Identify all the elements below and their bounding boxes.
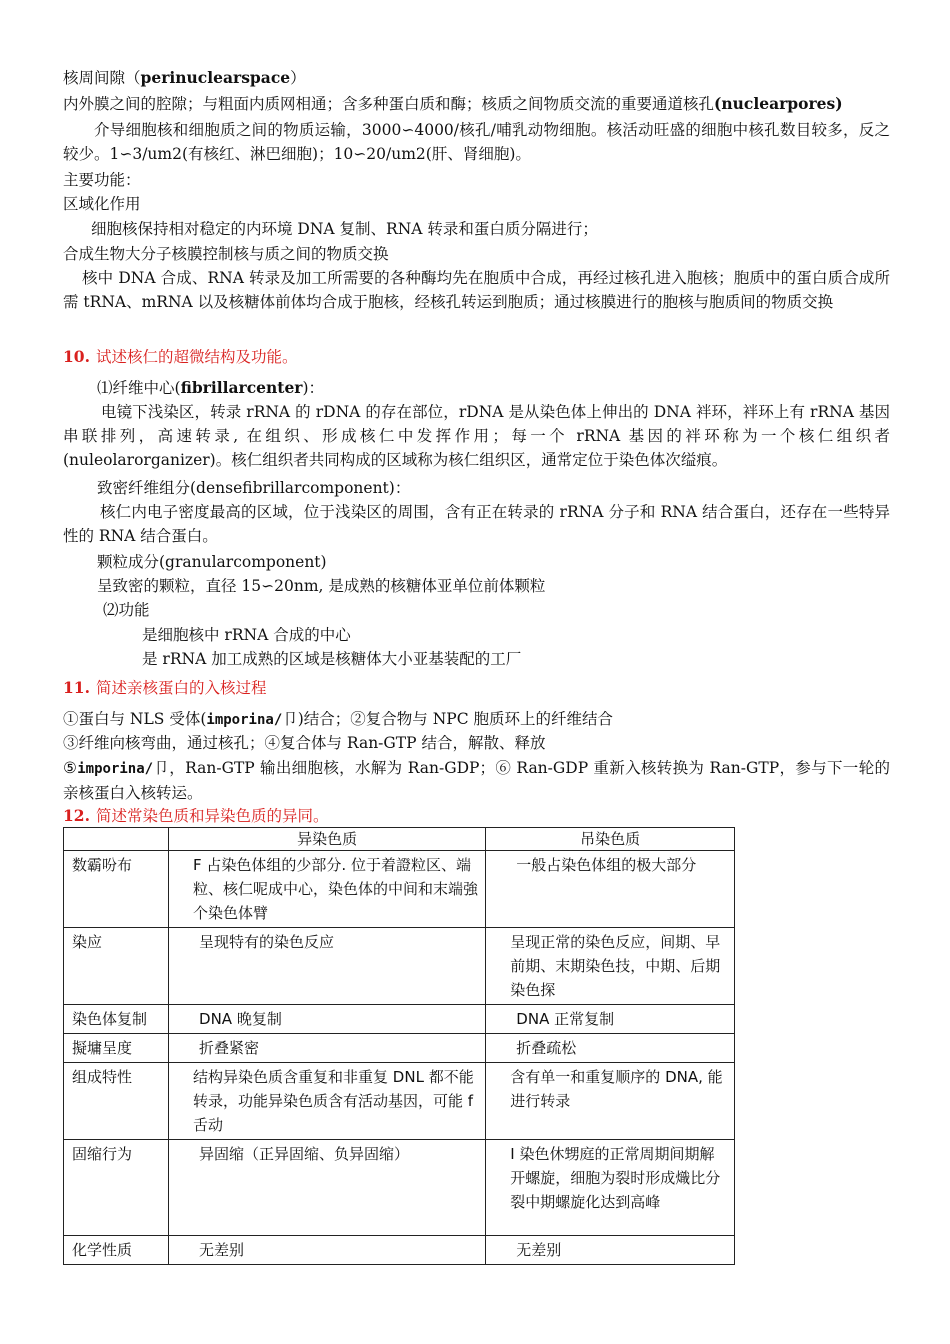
table-cell: 结构异染色质含重复和非重复 DNL 都不能转录，功能异染色质含有活动基因，可能 f 舌动: [169, 1063, 486, 1140]
text: )：: [302, 379, 325, 397]
table-cell: DNA 晚复制: [169, 1005, 486, 1034]
table-row: [64, 851, 735, 928]
question-text: 简述常染色质和异染色质的异同。: [95, 807, 329, 825]
question-12: [63, 804, 328, 828]
paragraph-import-2: ③纤维向核弯曲，通过核孔；④复合体与 Ran-GTP 结合，解散、释放: [63, 734, 546, 752]
table-cell: 折叠疏松: [486, 1034, 735, 1063]
paragraph-dense-fibrillar: 核仁内电子密度最高的区域，位于浅染区的周围，含有正在转录的 rRNA 分子和 RNA 结合蛋白，还存在一些特异性的 RNA 结合蛋白。: [63, 503, 890, 545]
table-cell: 数霸吩布: [64, 851, 169, 928]
table-cell: 染应: [64, 928, 169, 1005]
table-cell: 无差别: [169, 1236, 486, 1265]
term: fibrillarcenter: [180, 378, 303, 397]
question-10: [63, 345, 297, 369]
subheading-granular: 颗粒成分(granularcomponent): [97, 553, 327, 571]
term: (nuclearpores): [714, 94, 843, 113]
text: ⑤: [63, 759, 78, 777]
table-cell: 固缩行为: [64, 1140, 169, 1236]
table-header: 异染色质: [169, 828, 486, 851]
table-cell: 化学性质: [64, 1236, 169, 1265]
paragraph-perinuclear-heading: [63, 66, 306, 90]
table-cell: 呈现正常的染色反应，间期、早前期、末期染色技，中期、后期染色探: [486, 928, 735, 1005]
paragraph-function-2: 是 rRNA 加工成熟的区域是核糖体大小亚基装配的工厂: [142, 650, 522, 668]
term: perinuclearspace: [140, 68, 291, 87]
text: ⑴纤维中心(: [97, 379, 181, 397]
term: imporina/: [206, 712, 283, 728]
question-text: 简述亲核蛋白的入核过程: [95, 679, 267, 697]
table-cell: F 占染色体组的少部分. 位于着證粒区、端粒、核仁呢成中心，染色体的中间和末端強个染色体臂: [169, 851, 486, 928]
table-cell: 无差别: [486, 1236, 735, 1265]
term: imporina/: [77, 761, 154, 777]
paragraph-perinuclear-desc: [63, 92, 843, 116]
table-header: 吊染色质: [486, 828, 735, 851]
table-row: [64, 1063, 735, 1140]
table-row: [64, 1034, 735, 1063]
text: ①蛋白与 NLS 受体(: [63, 710, 207, 728]
table-cell: 一般占染色体组的极大部分: [486, 851, 735, 928]
table-cell: 擬墉呈度: [64, 1034, 169, 1063]
table-row: [64, 1140, 735, 1236]
subheading-dense-fibrillar: 致密纤维组分(densefibrillarcomponent)：: [97, 479, 411, 497]
text: 卩，Ran-GTP 输出细胞核，水解为 Ran-GDP；⑥ Ran-GDP 重新入核转换为 Ran-GTP，参与下一轮的亲核蛋白入核转运。: [63, 759, 890, 802]
question-number: 11.: [63, 678, 90, 697]
question-number: 10.: [63, 347, 90, 366]
paragraph-function-1: 是细胞核中 rRNA 合成的中心: [142, 626, 351, 644]
paragraph-import-1: [63, 707, 613, 732]
paragraph-exchange: 核中 DNA 合成、RNA 转录及加工所需要的各种酶均先在胞质中合成，再经过核孔进入胞核；胞质中的蛋白质合成所需 tRNA、mRNA 以及核糖体前体均合成于胞核，经核孔转运到胞质；通过核膜进行的胞核与胞质间的物质交换: [63, 269, 890, 311]
comparison-table: [63, 827, 735, 1265]
question-text: 试述核仁的超微结构及功能。: [95, 348, 298, 366]
table-row: [64, 1236, 735, 1265]
table-cell: 组成特性: [64, 1063, 169, 1140]
paragraph-main-function: 主要功能：: [63, 171, 141, 189]
table-header: [64, 828, 169, 851]
question-number: 12.: [63, 806, 90, 825]
paragraph-compartment: 区域化作用: [63, 195, 141, 213]
paragraph-granular: 呈致密的颗粒，直径 15∽20nm, 是成熟的核糖体亚单位前体颗粒: [97, 577, 546, 595]
table-cell: 呈现特有的染色反应: [169, 928, 486, 1005]
table-row: [64, 928, 735, 1005]
text: 卩)结合；②复合物与 NPC 胞质环上的纤维结合: [282, 710, 614, 728]
table-cell: 折叠紧密: [169, 1034, 486, 1063]
table-cell: DNA 正常复制: [486, 1005, 735, 1034]
paragraph-nuclear-pore: 介导细胞核和细胞质之间的物质运输，3000∽4000/核孔/哺乳动物细胞。核活动旺盛的细胞中核孔数目较多，反之较少。1∽3/um2(有核红、淋巴细胞)；10∽20/um2(肝、肾细胞)。: [63, 121, 890, 163]
paragraph-synthesis: 合成生物大分子核膜控制核与质之间的物质交换: [63, 245, 389, 263]
question-11: [63, 676, 266, 700]
table-cell: 染色体复制: [64, 1005, 169, 1034]
text: ）: [290, 69, 306, 87]
paragraph-import-3: [63, 756, 890, 805]
text: 核周间隙（: [63, 69, 141, 87]
table-cell: 异固缩（正异固缩、负异固缩）: [169, 1140, 486, 1236]
text: 内外膜之间的腔隙；与粗面内质网相通；含多种蛋白质和酶；核质之间物质交流的重要通道核孔: [63, 95, 715, 113]
subheading-function: ⑵功能: [103, 601, 150, 619]
table-cell: I 染色休甥庭的正常周期间期解开螺旋，细胞为裂时形成熾比分裂中期螺旋化达到高峰: [486, 1140, 735, 1236]
paragraph-fibrillar-center: 电镜下浅染区，转录 rRNA 的 rDNA 的存在部位，rDNA 是从染色体上伸出的 DNA 袢环，袢环上有 rRNA 基因串联排列，高速转录, 在组织、形成核仁中发挥作用；每一个 rRNA 基因的袢环称为一个核仁组织者(nuleolarorganizer)。核仁组织者共同构成的区域称为核仁组织区，通常定位于染色体次缢痕。: [63, 403, 890, 469]
table-cell: 含有单一和重复顺序的 DNA, 能进行转录: [486, 1063, 735, 1140]
table-header-row: [64, 828, 735, 851]
table-row: [64, 1005, 735, 1034]
paragraph-nucleus-env: 细胞核保持相对稳定的内环境 DNA 复制、RNA 转录和蛋白质分隔进行；: [91, 220, 598, 238]
subheading-fibrillar-center: [97, 376, 324, 400]
